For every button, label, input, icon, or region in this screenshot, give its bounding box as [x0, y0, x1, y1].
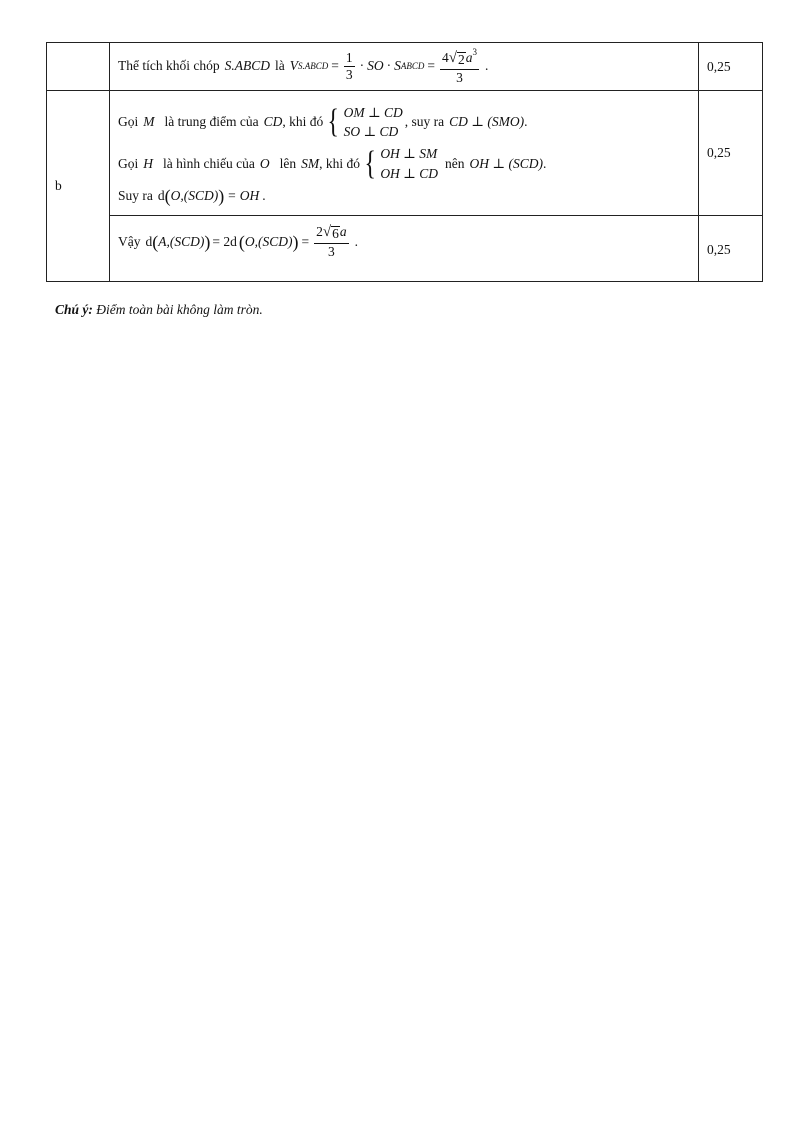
math: OH ⊥ CD — [380, 165, 439, 181]
system: { OH ⊥ SM OH ⊥ CD — [364, 144, 439, 182]
math: SM — [301, 155, 320, 171]
sqrt: √ 6 — [322, 224, 339, 241]
part-label: b — [47, 91, 110, 282]
math: 4 — [441, 49, 449, 65]
math: 2 — [457, 51, 465, 67]
math: · — [359, 58, 365, 74]
math: S — [394, 58, 401, 74]
text: là trung điểm của — [164, 114, 259, 130]
scoring-table — [46, 42, 763, 282]
line-conclusion: Suy ra d ( O,(SCD) ) = OH . — [118, 186, 266, 207]
math: CD ⊥ (SMO) — [449, 114, 525, 130]
text: , khi đó — [282, 114, 324, 130]
math: = — [331, 58, 339, 74]
line-projection — [118, 144, 690, 183]
math: O,(SCD) — [244, 234, 293, 249]
math: M — [143, 114, 155, 130]
note-text: Điểm toàn bài không làm tròn. — [96, 302, 263, 317]
math: O,(SCD) — [170, 188, 219, 204]
line-midpoint — [118, 103, 690, 142]
text: Suy ra — [118, 188, 153, 204]
frac-den: 3 — [456, 69, 463, 85]
text: , khi đó — [319, 155, 360, 171]
volume-line — [118, 48, 690, 85]
math-sub: ABCD — [400, 61, 425, 72]
math: . — [262, 188, 266, 204]
text: là — [274, 58, 285, 74]
math: A,(SCD) — [158, 234, 205, 249]
math: d — [157, 188, 165, 204]
math: d — [145, 234, 153, 249]
table-row — [47, 43, 763, 91]
text: là hình chiếu của — [163, 155, 255, 171]
math: S.ABCD — [224, 58, 270, 74]
frac-num: 1 — [344, 51, 355, 67]
fraction — [344, 51, 355, 82]
math: SO ⊥ CD — [343, 124, 399, 140]
math: = — [301, 234, 310, 249]
math: . — [542, 155, 547, 171]
math: . — [354, 234, 358, 249]
text: Vậy — [118, 234, 141, 249]
note-label: Chú ý: — [55, 302, 93, 317]
system: { OM ⊥ CD SO ⊥ CD — [327, 103, 403, 141]
solution-cell — [110, 43, 699, 91]
math: a — [339, 224, 347, 239]
text: Gọi — [118, 155, 139, 171]
footnote — [55, 302, 263, 318]
math-sup: 3 — [472, 46, 477, 57]
line-final: Vậy d ( A,(SCD) ) = 2d ( O,(SCD) ) = 2 √ 6 a 3 . — [118, 224, 358, 259]
text: , suy ra — [404, 114, 445, 130]
math: OH ⊥ (SCD) — [469, 155, 543, 171]
table-row — [47, 216, 763, 282]
math: = OH — [227, 188, 260, 204]
fraction — [314, 225, 348, 259]
frac-den: 3 — [327, 243, 335, 259]
math: H — [143, 155, 153, 171]
text: Gọi — [118, 114, 139, 130]
math: O — [259, 155, 270, 171]
part-cell-empty — [47, 43, 110, 91]
sqrt: √ 2 — [448, 49, 465, 67]
points-cell: 0,25 — [699, 91, 763, 216]
frac-den: 3 — [345, 66, 353, 82]
solution-cell — [110, 216, 699, 282]
table-row — [47, 91, 763, 216]
math: 6 — [332, 226, 339, 241]
math: . — [484, 58, 489, 74]
math: OM ⊥ CD — [343, 104, 403, 120]
text: Thể tích khối chóp — [118, 58, 220, 74]
text: lên — [279, 155, 297, 171]
fraction — [440, 48, 479, 85]
math: = 2d — [212, 234, 237, 249]
math: CD — [263, 114, 283, 130]
math: . — [524, 114, 528, 130]
math: a — [465, 49, 473, 65]
math: SO — [367, 58, 384, 74]
math: OH ⊥ SM — [380, 146, 438, 161]
points-cell: 0,25 — [699, 216, 763, 282]
math: V — [289, 58, 298, 74]
frac-num — [314, 225, 348, 244]
math: 2 — [316, 224, 323, 239]
math: · — [386, 58, 392, 74]
math: = — [427, 58, 435, 74]
points-cell: 0,25 — [699, 43, 763, 91]
math-sub: S.ABCD — [297, 61, 329, 72]
frac-num — [440, 48, 479, 70]
solution-cell — [110, 91, 699, 216]
text: nên — [445, 155, 465, 171]
